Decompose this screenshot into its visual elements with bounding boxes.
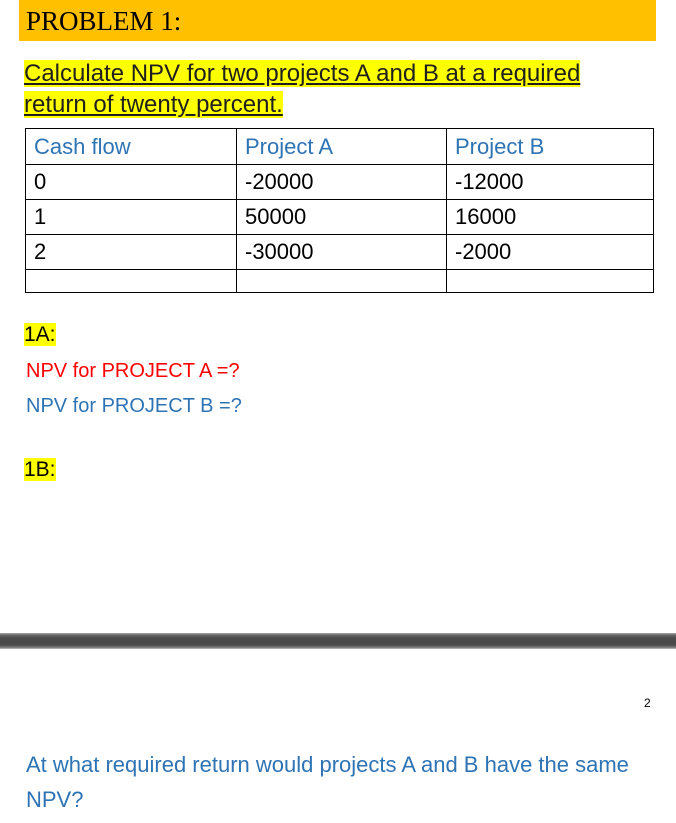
header-cash-flow: Cash flow [26,129,237,165]
header-project-b: Project B [447,129,654,165]
cell-project-b [447,270,654,293]
question-line-1: Calculate NPV for two projects A and B at a required [24,60,581,87]
table-header-row [26,129,654,165]
cell-period: 1 [26,200,237,235]
page-divider [0,633,676,649]
part-1a-label-text: 1A: [24,323,56,346]
cell-project-b: 16000 [447,200,654,235]
part-1b-label [24,457,56,483]
page-number: 2 [644,696,651,710]
table-row [26,200,654,235]
part-1a-label [24,322,56,348]
cash-flow-table [25,128,654,293]
cell-period [26,270,237,293]
npv-project-b-prompt: NPV for PROJECT B =? [26,395,242,417]
part-1b-label-text: 1B: [24,458,56,481]
table-row [26,235,654,270]
npv-project-a-prompt: NPV for PROJECT A =? [26,360,240,382]
cell-project-a: -30000 [237,235,447,270]
cell-period: 0 [26,165,237,200]
cell-project-b: -2000 [447,235,654,270]
table-row-empty [26,270,654,293]
cell-project-a [237,270,447,293]
cell-project-a: 50000 [237,200,447,235]
cell-project-b: -12000 [447,165,654,200]
problem-title: PROBLEM 1: [26,6,182,36]
table-row [26,165,654,200]
cell-project-a: -20000 [237,165,447,200]
followup-question: At what required return would projects A and B have the same NPV? [26,752,629,812]
question-line-2: return of twenty percent. [24,91,283,118]
question-text [24,58,664,120]
cell-period: 2 [26,235,237,270]
header-project-a: Project A [237,129,447,165]
